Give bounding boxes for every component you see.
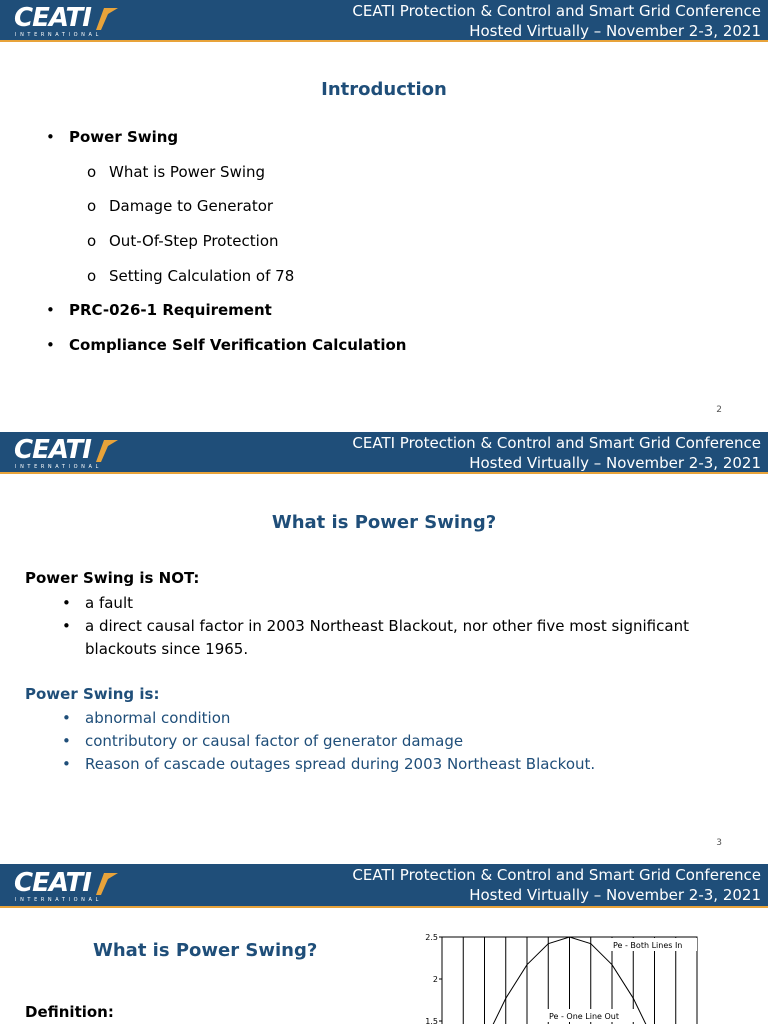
logo-swoosh-icon bbox=[92, 6, 118, 32]
conference-title: CEATI Protection & Control and Smart Grid Conference bbox=[352, 2, 761, 20]
list-item-text: PRC-026-1 Requirement bbox=[69, 301, 272, 319]
list-item-text: abnormal condition bbox=[85, 709, 231, 727]
bullet-icon: • bbox=[62, 755, 71, 773]
bullet-icon: • bbox=[62, 732, 71, 750]
y-tick-label: 2 bbox=[432, 975, 438, 984]
header-accent-line bbox=[0, 906, 768, 908]
list-item bbox=[62, 707, 595, 730]
sub-bullet-icon: o bbox=[87, 197, 97, 215]
list-item bbox=[62, 592, 689, 615]
slide-title: What is Power Swing? bbox=[93, 940, 318, 961]
list-item-text: Compliance Self Verification Calculation bbox=[69, 336, 407, 354]
list-item-text: Damage to Generator bbox=[109, 197, 274, 215]
bullet-icon: • bbox=[46, 128, 55, 146]
definition-label: Definition: bbox=[25, 1003, 114, 1021]
list-item-text: blackouts since 1965. bbox=[85, 640, 249, 658]
logo-text: CEATI bbox=[14, 435, 91, 465]
slide-header bbox=[0, 864, 768, 908]
sub-bullet-icon: o bbox=[87, 163, 97, 181]
logo-swoosh-icon bbox=[92, 438, 118, 464]
legend-label-both: Pe - Both Lines In bbox=[613, 941, 683, 950]
conference-info bbox=[352, 1, 761, 41]
logo-swoosh-icon bbox=[92, 871, 118, 897]
chart-ticks bbox=[425, 933, 442, 1024]
list-item-text: a direct causal factor in 2003 Northeast Blackout, nor other five most significant bbox=[85, 617, 689, 635]
header-accent-line bbox=[0, 40, 768, 42]
ceati-logo bbox=[12, 868, 122, 904]
sub-bullet-icon: o bbox=[87, 267, 97, 285]
not-heading: Power Swing is NOT: bbox=[25, 569, 200, 587]
slide-header bbox=[0, 432, 768, 474]
logo-subtext: INTERNATIONAL bbox=[15, 897, 102, 903]
power-angle-chart bbox=[415, 930, 705, 1024]
list-item-continuation bbox=[62, 638, 689, 661]
is-list bbox=[62, 707, 595, 776]
logo-subtext: INTERNATIONAL bbox=[15, 32, 102, 38]
list-item-text: What is Power Swing bbox=[109, 163, 266, 181]
slide-title: Introduction bbox=[321, 79, 447, 100]
ceati-logo bbox=[12, 3, 122, 39]
page-number: 2 bbox=[716, 405, 722, 415]
slide-what-is-power-swing bbox=[0, 432, 768, 864]
header-accent-line bbox=[0, 472, 768, 474]
conference-date: Hosted Virtually – November 2-3, 2021 bbox=[469, 886, 761, 904]
sub-bullet-icon: o bbox=[87, 232, 97, 250]
logo-text: CEATI bbox=[14, 3, 91, 33]
list-item-text: a fault bbox=[85, 594, 133, 612]
conference-date: Hosted Virtually – November 2-3, 2021 bbox=[469, 22, 761, 40]
not-list bbox=[62, 592, 689, 661]
conference-info bbox=[352, 433, 761, 473]
conference-title: CEATI Protection & Control and Smart Grid Conference bbox=[352, 434, 761, 452]
is-heading: Power Swing is: bbox=[25, 685, 160, 703]
list-item-text: Out-Of-Step Protection bbox=[109, 232, 279, 250]
slide-title: What is Power Swing? bbox=[271, 512, 497, 533]
bullet-icon: • bbox=[46, 301, 55, 319]
slide-header bbox=[0, 0, 768, 42]
legend-label-one: Pe - One Line Out bbox=[549, 1012, 619, 1021]
list-item bbox=[62, 753, 595, 776]
bullet-icon: • bbox=[46, 336, 55, 354]
list-item bbox=[62, 730, 595, 753]
y-tick-label: 2.5 bbox=[425, 933, 438, 942]
logo-text: CEATI bbox=[14, 868, 91, 898]
y-tick-label: 1.5 bbox=[425, 1017, 438, 1024]
logo-subtext: INTERNATIONAL bbox=[15, 464, 102, 470]
bullet-icon: • bbox=[62, 594, 71, 612]
conference-title: CEATI Protection & Control and Smart Grid Conference bbox=[352, 866, 761, 884]
list-item-text: Reason of cascade outages spread during 2003 Northeast Blackout. bbox=[85, 755, 596, 773]
legend-both-lines-in bbox=[611, 938, 697, 951]
page-number: 3 bbox=[716, 838, 722, 848]
legend-one-line-out bbox=[545, 1009, 635, 1022]
list-item bbox=[62, 615, 689, 638]
list-item-text: Power Swing bbox=[69, 128, 179, 146]
bullet-icon: • bbox=[62, 709, 71, 727]
conference-date: Hosted Virtually – November 2-3, 2021 bbox=[469, 454, 761, 472]
list-item-text: contributory or causal factor of generator damage bbox=[85, 732, 464, 750]
ceati-logo bbox=[12, 435, 122, 471]
list-item-text: Setting Calculation of 78 bbox=[109, 267, 295, 285]
bullet-icon: • bbox=[62, 617, 71, 635]
conference-info bbox=[352, 865, 761, 905]
slide-introduction bbox=[0, 0, 768, 432]
